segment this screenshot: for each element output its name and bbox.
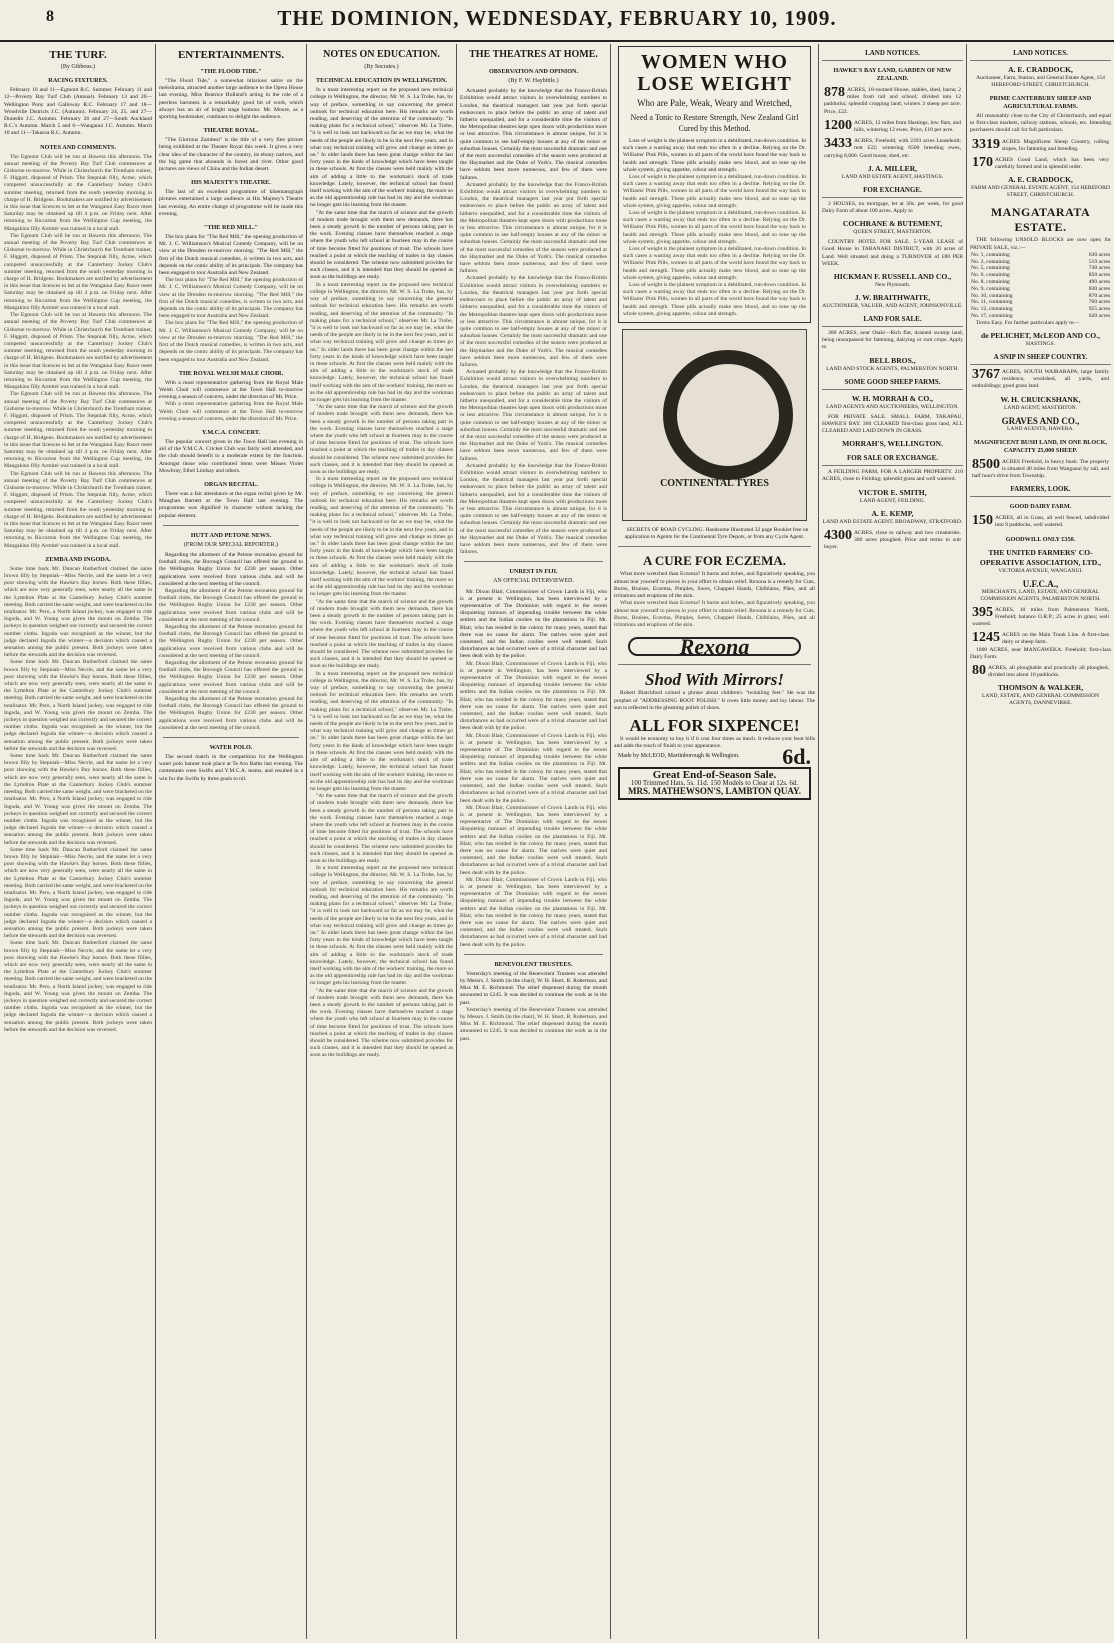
subheading: OBSERVATION AND OPINION. [488, 68, 579, 75]
acreage: 170 [972, 155, 993, 171]
table-row [970, 279, 1111, 286]
article-text: Some time back Mr. Duncan Rutherford claimed the same brown filly by Stepniak—Miss Necrie, and the name let a very poor showing with the Hawke's Bay horses. Both these fillies, which are now very generally seen, were nearly all the same in the Lyttelton Plate at the Canterbury Jockey Club's summer meeting. Both carried the same weight, and were bracketed on the totalisator. Mr. Pero, a North Island jockey, was engaged to ride Ingoda, and W. Young was given the mount on Zemba. The jockeys in question weighed out correctly and secured the correct number cloths. Ingoda was recognised as the winner, but the judge declared Ingoda the winner—a decision which caused a sensation among the public present. Both jockeys were taken before the stewards and the decision was reversed. [4, 565, 152, 659]
article-text: "At the same time that the march of science and the growth of modern trade brought with them new demands, there has been a steady growth in the number of persons taking part in the work. Evening classes have themselves reached a stage where the youth who left school at fourteen may in the course of time become fitted for positions of trust. The schools have reached a point at which the teaching of trades in day classes should be considered. The scheme now submitted provides for such classes, and it is intended that they should be opened as soon as the buildings are ready. [310, 987, 453, 1059]
acreage: 150 [972, 513, 993, 529]
table-row [970, 272, 1111, 279]
column-rule [456, 44, 457, 1639]
ad-text: COUNTRY HOTEL FOR SALE. 5-YEAR LEASE of Good House in TARANAKI DISTRICT, with 20 acres of Land. Well situated and doing a TURNOVER of £80 PER WEEK. [822, 239, 963, 267]
article-text: Some time back Mr. Duncan Rutherford claimed the same brown filly by Stepniak—Miss Necrie, and the name let a very poor showing with the Hawke's Bay horses. Both these fillies, which are now very generally seen, were nearly all the same in the Lyttelton Plate at the Canterbury Jockey Club's summer meeting. Both carried the same weight, and were bracketed on the totalisator. Mr. Pero, a North Island jockey, was engaged to ride Ingoda, and W. Young was given the mount on Zemba. The jockeys in question weighed out correctly and secured the correct number cloths. Ingoda was recognised as the winner, but the judge declared Ingoda the winner—a decision which caused a sensation among the public present. Both jockeys were taken before the stewards and the decision was reversed. [4, 940, 152, 1033]
block-acres: 830 acres [1088, 285, 1110, 292]
land-ad [972, 632, 1109, 646]
page-number: 8 [46, 8, 54, 25]
agent-name: W. H. CRUICKSHANK, [1000, 394, 1081, 404]
block-acres: 760 acres [1088, 299, 1110, 306]
divider [163, 737, 299, 738]
table-row [970, 265, 1111, 272]
tyre-ad-illustration [622, 329, 807, 521]
article-text: In a most interesting report on the proposed new technical college in Wellington, the director, Mr. W. S. La Trobe, has, by way of preface, something to say concerning the general outlook for technical education here. His remarks are worth reading, and deserving of the attention of the community. "In making plans for a technical school," observes Mr. La Trobe, "it is well to look not backward so far as we may be, what the needs of the people are likely to be in the next few years, and in what way technical training will grow and change as times go on." In older lands there has been great change within the last forty years in the kinds of knowledge which have been taught in these schools. At first the classes were held mainly with the aim of adding a little to the workman's stock of trade knowledge. Lately, however, the technical school has found itself working with the aim of the workers' training, the more so as the old apprenticeship rule has had its day and the workman no longer gets his learning from the master. [310, 476, 453, 598]
ad-title: ALL FOR SIXPENCE! [629, 715, 800, 735]
agent-name: MORRAH'S, WELLINGTON. [842, 439, 943, 449]
subheading: FARMERS, LOOK. [970, 485, 1111, 497]
ad-shop: MRS. MATHEWSON'S, LAMBTON QUAY. [627, 785, 802, 796]
article-text: Actuated probably by the knowledge that the Franco-British Exhibition would attract visitors in overwhelming numbers to London, the theatrical managers last year put forth special endeavours to place before the public an array of talent and hitherto unequalled, and for a considerable time the visitors of the Metropolitan theatres kept open doors with productions more or less attractive. This circumstance is almost unique, for it is quite common to see half-empty houses at any of the minor or suburban houses. Certainly the most successful dramatic and one of the most successful comedies of the season were produced at the Haymarket and the Duke of York's. The musical comedies have seldom been more numerous, and few of them were failures. [460, 369, 607, 462]
estate-title: MANGATARATA ESTATE. [990, 205, 1091, 235]
land-ad [824, 117, 961, 134]
article-text: Mr. Dixon Blair, Commissioner of Crown Lands in Fiji, who is at present in Wellington, has been interviewed by a representative of The Dominion with regard to the recent disquieting rumours of impending trouble between the white settlers and the Indian coolies on the plantations in Fiji. Mr. Blair, who has resided in the colony for many years, stated that there was no cause for alarm. The natives were quiet and contented, and the Indian coolies were well treated. Such disturbances as had occurred were of a trivial character and had been dealt with by the police. [460, 588, 607, 660]
table-row [970, 259, 1111, 266]
ad-text: ACRES, 12 miles from Hastings, low flats, and hills, wintering 12 ewes. Price, £10 per acre. [854, 119, 961, 134]
section-heading: LAND NOTICES. [970, 49, 1111, 61]
article-text: "At the same time that the march of science and the growth of modern trade brought with them new demands, there has been a steady growth in the number of persons taking part in the work. Evening classes have themselves reached a stage where the youth who left school at fourteen may in the course of time become fitted for positions of trust. The schools have reached a point at which the teaching of trades in day classes should be considered. The scheme now submitted provides for such classes, and it is intended that they should be opened as soon as the buildings are ready. [310, 598, 453, 670]
ad-text: ACRES, SOUTH WAIRARAPA; large family residence, woolshed, all yards, and outbuildings; good grass land. [972, 369, 1109, 390]
acreage: 4300 [824, 527, 852, 543]
acreage: 8500 [972, 456, 1000, 472]
agent-name: GRAVES AND CO., [1001, 415, 1080, 426]
land-ad [972, 157, 1109, 171]
agent-address: Auctioneer, Farm, Station, and General Estate Agent, 154 HEREFORD STREET, CHRISTCHURCH. [976, 75, 1105, 88]
article-text: Regarding the allotment of the Petone recreation ground for football clubs, the Borough Council has offered the ground to the Wellington Rugby Union for £230 per season. Other applications were received from various clubs and will be considered at the next meeting of the council. [159, 551, 303, 587]
section-heading: ENTERTAINMENTS. [177, 49, 285, 61]
agent-address: FARM AND GENERAL ESTATE AGENT, 154 HEREFORD STREET, CHRISTCHURCH. [971, 185, 1110, 199]
column-rule [966, 44, 967, 1639]
block-number: No. 6, containing [971, 272, 1010, 279]
block-acres: 630 acres [1088, 251, 1110, 258]
subheading: FOR SALE OR EXCHANGE. [822, 454, 963, 466]
block-acres: 519 acres [1088, 258, 1110, 265]
article-text: The Egmont Club will be run at Hawera this afternoon. The annual meeting of the Poverty Bay Turf Club commences at Gisborne to-morrow. While in Christchurch the Trentham trainer, F. Higgott, disposed of Prism. The Stepniak filly, Acme, which competed unsuccessfully at the Canterbury Jockey Club's summer meeting, returned from the south yesterday morning in charge of H. Bridgens. Bookmakers are notified by advertisement in this issue that licences to bet at the Wanganui Easy Racer meet Saturday may be obtained up till 4 p.m. on Friday next. After returning to Riccarton from the Wellington Cup meeting, the Mangakino filly Armitel was trained in a local stall. [4, 232, 152, 311]
byline: (By Gibbous.) [60, 64, 96, 70]
agent-name: COCHRANE & BUTEMENT, [842, 219, 943, 229]
agent-name: J. W. BRAITHWAITE, [854, 293, 931, 303]
land-ad [972, 456, 1109, 481]
article-text: Regarding the allotment of the Petone recreation ground for football clubs, the Borough Council has offered the ground to the Wellington Rugby Union for £230 per season. Other applications were received from various clubs and will be considered at the next meeting of the council. [159, 660, 303, 695]
article-text: Regarding the allotment of the Petone recreation ground for football clubs, the Borough Council has offered the ground to the Wellington Rugby Union for £230 per season. Other applications were received from various clubs and will be considered at the next meeting of the council. [159, 623, 303, 659]
ad-title: Shod With Mirrors! [645, 670, 784, 690]
article-text: Regarding the allotment of the Petone recreation ground for football clubs, the Borough Council has offered the ground to the Wellington Rugby Union for £230 per season. Other applications were received from various clubs and will be considered at the next meeting of the council. [159, 696, 303, 731]
article-text: "At the same time that the march of science and the growth of modern trade brought with them new demands, there has been a steady growth in the number of persons taking part in the work. Evening classes have themselves reached a stage where the youth who left school at fourteen may in the course of time become fitted for positions of trust. The schools have reached a point at which the teaching of trades in day classes should be considered. The scheme now submitted provides for such classes, and it is intended that they should be opened as soon as the buildings are ready. [310, 404, 453, 475]
article-text: The Egmont Club will be run at Hawera this afternoon. The annual meeting of the Poverty Bay Turf Club commences at Gisborne to-morrow. While in Christchurch the Trentham trainer, F. Higgott, disposed of Prism. The Stepniak filly, Acme, which competed unsuccessfully at the Canterbury Jockey Club's summer meeting, returned from the south yesterday morning in charge of H. Bridgens. Bookmakers are notified by advertisement in this issue that licences to bet at the Wanganui Easy Racer meet Saturday may be obtained up till 4 p.m. on Friday next. After returning to Riccarton from the Wellington Cup meeting, the Mangakino filly Armitel was trained in a local stall. [4, 391, 152, 470]
block-acres: 620 acres [1088, 313, 1110, 319]
agent-address: LAND AGENTS, HAWERA. [1007, 425, 1074, 432]
agent-name: THOMSON & WALKER, [997, 683, 1084, 693]
subheading: HIS MAJESTY'S THEATRE. [191, 179, 271, 187]
ad-text: Loss of weight is the plainest symptom in a debilitated, run-down condition. In such cases a wasting away that ends too often in a decline. Relying on the Dr. Williams' Pink Pills, women in all parts of the world have found the way back to health and strength. These pills actually make new blood, and so tone up the whole system, giving appetite, colour and strength. [623, 174, 806, 209]
land-ad [972, 665, 1109, 679]
article-text: With a most representative gathering from the Royal Male Welsh Choir will commence at the Town Hall to-morrow evening a season of concerts, under the direction of Mr. Price. [159, 379, 303, 401]
subheading: "THE FLOOD TIDE." [200, 68, 262, 75]
block-number: No. 17, containing [971, 313, 1013, 319]
subheading: A SNIP IN SHEEP COUNTRY. [970, 353, 1111, 365]
column-rule [818, 44, 819, 1639]
masthead-title: THE DOMINION, WEDNESDAY, FEBRUARY 10, 1909. [277, 6, 837, 30]
subheading: THEATRE ROYAL. [203, 127, 259, 135]
article-text: The popular concert given in the Town Hall last evening in aid of the Y.M.C.A. Cricket Club was fairly well attended, and the club should benefit to a moderate extent by the function. Amongst those who contributed items were Misses Violet Mowbray, Ethel Lindsay and others. [159, 438, 303, 474]
agent-name: W. H. MORRAH & CO., [851, 393, 934, 403]
ad-text: All reasonably close to the City of Christchurch, and equal to first-class markets, railway stations, schools, etc. Intending purchasers should call for full particulars. [970, 113, 1111, 134]
sale-ad [618, 767, 811, 800]
acreage: 3767 [972, 367, 1000, 382]
subheading: HUTT AND PETONE NEWS. [190, 531, 272, 539]
land-ad [972, 369, 1109, 391]
block-acres: 850 acres [1088, 272, 1110, 279]
article-text: The second match in the competition for the Wellington water polo banner took place at Te Aro Baths last evening. The contestants were Swifts and Y.M.C.A. teams, and resulted in a win for the Swifts by three goals to nil. [159, 754, 303, 782]
acreage: 395 [972, 604, 993, 620]
block-acres: 490 acres [1088, 279, 1110, 286]
agent-name: A. E. KEMP, [871, 508, 914, 518]
subheading: PRIME CANTERBURY SHEEP AND AGRICULTURAL FARMS. [989, 95, 1092, 110]
ad-price: 6d. [782, 744, 811, 770]
subheading: LAND FOR SALE. [822, 315, 963, 327]
acreage: 3433 [824, 136, 852, 152]
ad-text: THE following UNSOLD BLOCKS are now open for PRIVATE SALE, viz.:— [970, 237, 1111, 251]
divider [464, 561, 603, 562]
rexona-logo: Rexona [628, 637, 801, 656]
article-text: The Egmont Club will be run at Hawera this afternoon. The annual meeting of the Poverty Bay Turf Club commences at Gisborne to-morrow. While in Christchurch the Trentham trainer, F. Higgott, disposed of Prism. The Stepniak filly, Acme, which competed unsuccessfully at the Canterbury Jockey Club's summer meeting, returned from the south yesterday morning in charge of H. Bridgens. Bookmakers are notified by advertisement in this issue that licences to bet at the Wanganui Easy Racer meet Saturday may be obtained up till 4 p.m. on Friday next. After returning to Riccarton from the Wellington Cup meeting, the Mangakino filly Armitel was trained in a local stall. [4, 470, 152, 549]
agent-address: LAND, ESTATE, AND GENERAL COMMISSION AGENTS, DANNEVIRKE. [981, 693, 1100, 707]
divider [618, 664, 811, 665]
subheading: ORGAN RECITAL. [204, 480, 258, 488]
subheading: FOR EXCHANGE. [822, 186, 963, 198]
section-heading: THE THEATRES AT HOME. [469, 49, 598, 60]
article-text: Actuated probably by the knowledge that the Franco-British Exhibition would attract visitors in overwhelming numbers to London, the theatrical managers last year put forth special endeavours to place before the public an array of talent and hitherto unequalled, and for a considerable time the visitors of the Metropolitan theatres kept open doors with productions more or less attractive. This circumstance is almost unique, for it is quite common to see half-empty houses at any of the minor or suburban houses. Certainly the most successful dramatic and one of the most successful comedies of the season were produced at the Haymarket and the Duke of York's. The musical comedies have seldom been more numerous, and few of them were failures. [460, 462, 607, 556]
subheading: AN OFFICIAL INTERVIEWED. [493, 578, 574, 585]
ad-text: A FEILDING FARM, FOR A LARGER PROPERTY. 210 ACRES, close to Feilding; splendid grass and well watered. [822, 469, 963, 483]
article-text: The Egmont Club will be run at Hawera this afternoon. The annual meeting of the Poverty Bay Turf Club commences at Gisborne to-morrow. While in Christchurch the Trentham trainer, F. Higgott, disposed of Prism. The Stepniak filly, Acme, which competed unsuccessfully at the Canterbury Jockey Club's summer meeting, returned from the south yesterday morning in charge of H. Bridgens. Bookmakers are notified by advertisement in this issue that licences to bet at the Wanganui Easy Racer meet Saturday may be obtained up till 4 p.m. on Friday next. After returning to Riccarton from the Wellington Cup meeting, the Mangakino filly Armitel was trained in a local stall. [4, 312, 152, 391]
article-text: In a most interesting report on the proposed new technical college in Wellington, the director, Mr. W. S. La Trobe, has, by way of preface, something to say concerning the general outlook for technical education here. His remarks are worth reading, and deserving of the attention of the community. "In making plans for a technical school," observes Mr. La Trobe, "it is well to look not backward so far as we may be, what the needs of the people are likely to be in the next few years, and in what way technical training will grow and change as times go on." In older lands there has been great change within the last forty years in the kinds of knowledge which have been taught in these schools. At first the classes were held mainly with the aim of adding a little to the workman's stock of trade knowledge. Lately, however, the technical school has found itself working with the aim of the workers' training, the more so as the old apprenticeship rule has had its day and the workman no longer gets his learning from the master. [310, 281, 453, 403]
article-text: "At the same time that the march of science and the growth of modern trade brought with them new demands, there has been a steady growth in the number of persons taking part in the work. Evening classes have themselves reached a stage where the youth who left school at fourteen may in the course of time become fitted for positions of trust. The schools have reached a point at which the teaching of trades in day classes should be considered. The scheme now submitted provides for such classes, and it is intended that they should be opened as soon as the buildings are ready. [310, 209, 453, 281]
acreage: 3319 [972, 136, 1000, 152]
section-heading: THE TURF. [49, 49, 107, 61]
agent-name: A. E. CRADDOCK, [1008, 65, 1073, 74]
article-text: Actuated probably by the knowledge that the Franco-British Exhibition would attract visitors in overwhelming numbers to London, the theatrical managers last year put forth special endeavours to place before the public an array of talent and hitherto unequalled, and for a considerable time the visitors of the Metropolitan theatres kept open doors with productions more or less attractive. This circumstance is almost unique, for it is quite common to see half-empty houses at any of the minor or suburban houses. Certainly the most successful dramatic and one of the most successful comedies of the season were produced at the Haymarket and the Duke of York's. The musical comedies have seldom been more numerous, and few of them were failures. [460, 181, 607, 275]
article-text: The box plans for "The Red Mill," the opening production of Mr. J. C. Williamson's Musical Comedy Company, will be on view at the Dresden to-morrow morning. "The Red Mill," the first of the Dutch musical comedies, is written in two acts, and depends on the comic ability of its principals. The company has been engaged to tour Australia and New Zealand. [159, 320, 303, 363]
tyre-icon [663, 350, 793, 480]
table-row [970, 252, 1111, 259]
ad-text: 1000 ACRES, near MANGAWEKA: Freehold; first-class Dairy Farm. [970, 646, 1111, 660]
acreage: 1245 [972, 630, 1000, 646]
ad-text: Terms Easy. For further particulars apply to— [976, 319, 1080, 326]
article-text: Some time back Mr. Duncan Rutherford claimed the same brown filly by Stepniak—Miss Necrie, and the name let a very poor showing with the Hawke's Bay horses. Both these fillies, which are now very generally seen, were nearly all the same in the Lyttelton Plate at the Canterbury Jockey Club's summer meeting. Both carried the same weight, and were bracketed on the totalisator. Mr. Pero, a North Island jockey, was engaged to ride Ingoda, and W. Young was given the mount on Zemba. The jockeys in question weighed out correctly and secured the correct number cloths. Ingoda was recognised as the winner, but the judge declared Ingoda the winner—a decision which caused a sensation among the public present. Both jockeys were taken before the stewards and the decision was reversed. [4, 753, 152, 846]
ad-text: What more wretched than Eczema? It burns and itches, and figuratively speaking, you almost tear yourself to pieces in your effort to obtain relief. Rexona is a remedy for Cuts, Burns, Bruises, Eczema, Pimples, Sores, Chapped Hands, Chilblains, Piles, and all irritations and eruptions of the skin. [614, 600, 815, 628]
masthead [0, 0, 1114, 42]
section-heading: LAND NOTICES. [822, 49, 963, 61]
block-number: No. 12, containing [971, 306, 1013, 313]
article-text: The Egmont Club will be run at Hawera this afternoon. The annual meeting of the Poverty Bay Turf Club commences at Gisborne to-morrow. While in Christchurch the Trentham trainer, F. Higgott, disposed of Prism. The Stepniak filly, Acme, which competed unsuccessfully at the Canterbury Jockey Club's summer meeting, returned from the south yesterday morning in charge of H. Bridgens. Bookmakers are notified by advertisement in this issue that licences to bet at the Wanganui Easy Racer meet Saturday may be obtained up till 4 p.m. on Friday next. After returning to Riccarton from the Wellington Cup meeting, the Mangakino filly Armitel was trained in a local stall. [4, 153, 152, 232]
column-rule [306, 44, 307, 1639]
article-text: Yesterday's meeting of the Benevolent Trustees was attended by Messrs. J. Smith (in the chair), W. H. Short, R. Robertson, and Miss M. E. Richmond. The relief dispensed during the month amounted to £245. It was decided to continue the work as in the past. [460, 1006, 607, 1042]
ad-text: ACRES Magnificent Sheep Country, rolling slopes, for fattening and breeding. [1002, 138, 1109, 152]
ad-text: ACRES Freehold, in heavy bush. The property is situated 40 miles from Wanganui by rail, and half hour's drive from Township. [972, 458, 1109, 480]
ad-text: ACRES on the Main Trunk Line. A first-class dairy or sheep farm. [1002, 632, 1109, 646]
byline: (FROM OUR SPECIAL REPORTER.) [183, 541, 279, 548]
ad-title: CONTINENTAL TYRES [660, 478, 769, 490]
block-acres: 870 acres [1088, 292, 1110, 299]
ad-text: ACRES, Freehold, with 2393 acres Leasehold; rent £22; wintering 6500 breeding ewes, carrying 8,000. Good house, shed, etc. [824, 138, 961, 159]
agent-name: VICTOR E. SMITH, [858, 487, 927, 497]
divider [163, 525, 299, 526]
agent-name: HICKMAN F. RUSSELL AND CO., [833, 272, 952, 282]
ad-title: Great End-of-Season Sale. [652, 768, 777, 781]
article-text: February 10 and 11—Egmont R.C. Summer. February 11 and 12—Poverty Bay Turf Club (Annual). February 13 and 20—Wellington Pony and Galloway R.C. February 17 and 18—Woodville Districts J.C. (Autumn). February 24, 25, and 27—Dunedin J.C. Autumn. February 26 and 27—South Auckland R.C.'s Autumn. March 5 and 6—Wanganui J.C. Autumn. March 10 and 11—Takaroa R.C. Autumn. [4, 87, 152, 137]
article-text: Regarding the allotment of the Petone recreation ground for football clubs, the Borough Council has offered the ground to the Wellington Rugby Union for £230 per season. Other applications were received from various clubs and will be considered at the next meeting of the council. [159, 587, 303, 623]
agent-name: BELL BROS., [869, 355, 916, 365]
table-row [970, 286, 1111, 293]
agent-address: LAND AGENT, MASTERTON. [1003, 404, 1078, 411]
agent-address: MERCHANTS, LAND, ESTATE, AND GENERAL COMMISSION AGENTS, PALMERSTON NORTH. [980, 588, 1101, 602]
agent-address: LAND AND ESTATE AGENT, BROADWAY, STRATFORD. [822, 518, 963, 525]
article-text: In a most interesting report on the proposed new technical college in Wellington, the director, Mr. W. S. La Trobe, has, by way of preface, something to say concerning the general outlook for technical education here. His remarks are worth reading, and deserving of the attention of the community. "In making plans for a technical school," observes Mr. La Trobe, "it is well to look not backward so far as we may be, what the needs of the people are likely to be in the next few years, and in what way technical training will grow and change as times go on." In older lands there has been great change within the last forty years in the kinds of knowledge which have been taught in these schools. At first the classes were held mainly with the aim of adding a little to the workman's stock of trade knowledge. Lately, however, the technical school has found itself working with the aim of the workers' training, the more so as the old apprenticeship rule has had its day and the workman no longer gets his learning from the master. [310, 865, 453, 987]
agent-name: THE UNITED FARMERS' CO-OPERATIVE ASSOCIATION, LTD., [979, 547, 1102, 567]
article-text: Actuated probably by the knowledge that the Franco-British Exhibition would attract visitors in overwhelming numbers to London, the theatrical managers last year put forth special endeavours to place before the public an array of talent and hitherto unequalled, and for a considerable time the visitors of the Metropolitan theatres kept open doors with productions more or less attractive. This circumstance is almost unique, for it is quite common to see half-empty houses at any of the minor or suburban houses. Certainly the most successful dramatic and one of the most successful comedies of the season were produced at the Haymarket and the Duke of York's. The musical comedies have seldom been more numerous, and few of them were failures. [460, 275, 607, 368]
subheading: Y.M.C.A. CONCERT. [201, 428, 261, 436]
land-ad [972, 136, 1109, 153]
article-text: There was a fair attendance at the organ recital given by Mr. Maughan Barnett at the Town Hall last evening. The programme was dignified in character without lacking the popular element. [159, 490, 303, 519]
block-number: No. 8, containing [971, 279, 1010, 286]
article-text: Yesterday's meeting of the Benevolent Trustees was attended by Messrs. J. Smith (in the chair), W. H. Short, R. Robertson, and Miss M. E. Richmond. The relief dispensed during the month amounted to £245. It was decided to continue the work as in the past. [460, 970, 607, 1006]
ad-text: ACRES, close to railway and two creameries. 300 acres ploughed. Price and terms to suit buyer. [824, 529, 961, 551]
ad-title: WOMEN WHO LOSE WEIGHT [637, 51, 792, 95]
article-text: Actuated probably by the knowledge that the Franco-British Exhibition would attract visitors in overwhelming numbers to London, the theatrical managers last year put forth special endeavours to place before the public an array of talent and hitherto unequalled, and for a considerable time the visitors of the Metropolitan theatres kept open doors with productions more or less attractive. This circumstance is almost unique, for it is quite common to see half-empty houses at any of the minor or suburban houses. Certainly the most successful dramatic and one of the most successful comedies of the season were produced at the Haymarket and the Duke of York's. The musical comedies have seldom been more numerous, and few of them were failures. [460, 88, 607, 181]
section-heading: NOTES ON EDUCATION. [323, 49, 440, 60]
acreage: 80 [972, 663, 986, 679]
block-number: No. 1, containing [971, 251, 1010, 258]
agent-address: LAND AGENTS AND AUCTIONEERS, WELLINGTON. [826, 403, 959, 410]
agent-name: de PELICHET, McLEOD AND CO., [980, 331, 1101, 340]
table-row [970, 306, 1111, 313]
subheading: NOTES AND COMMENTS. [40, 143, 116, 151]
article-text: With a most representative gathering from the Royal Male Welsh Choir will commence at the Town Hall to-morrow evening a season of concerts, under the direction of Mr. Price. [159, 401, 303, 422]
ad-text: Loss of weight is the plainest symptom in a debilitated, run-down condition. In such cases a wasting away that ends too often in a decline. Relying on the Dr. Williams' Pink Pills, women in all parts of the world have found the way back to health and strength. These pills actually make new blood, and so tone up the whole system, giving appetite, colour and strength. [623, 246, 806, 281]
subheading: RACING FIXTURES. [48, 77, 108, 85]
blocks-table [970, 252, 1111, 320]
ad-text: Robert Blatchford coined a phrase about children's "twinkling feet." He was the prophet of "ADDRESSING BOOT POLISH." It owes little money and loy labour. The sun is reflected in the gleaming polish of shoes. [614, 690, 815, 711]
agent-address: VICTORIA AVENUE, WANGANUI. [998, 567, 1083, 574]
ad-text: 100 Trimmed Hats, 5s. 11d. 150 Models to Clear at 12s. 6d. [630, 778, 799, 787]
ad-text: ACRES, all ploughable and practically all ploughed, divided into about 10 paddocks. [988, 665, 1109, 679]
column-entertainments [159, 44, 303, 1639]
ad-text: ACRES, 10 miles from Palmerston North, Freehold; balance O.R.P.; 25 acres in grass; well watered. [972, 606, 1109, 628]
ad-text: ACRES, all in Grass, all well fenced, subdivided into 9 paddocks, well watered. [995, 515, 1109, 529]
block-number: No. 11, containing [971, 299, 1013, 306]
ad-text: 2 HOUSES, no mortgage, let at 30s. per week, for good Dairy Farm of about 100 acres. Apply to [822, 200, 963, 215]
land-ad [824, 138, 961, 160]
ad-footer [618, 744, 811, 770]
women-ad [618, 46, 811, 323]
block-number: No. 9, containing [971, 285, 1010, 292]
agent-address: QUEEN STREET, MASTERTON. [853, 229, 932, 236]
land-ad [972, 515, 1109, 529]
ad-text: Loss of weight is the plainest symptom in a debilitated, run-down condition. In such cases a wasting away that ends too often in a decline. Relying on the Dr. Williams' Pink Pills, women in all parts of the world have found the way back to health and strength. These pills actually make new blood, and so tone up the whole system, giving appetite, colour and strength. [623, 138, 806, 173]
ad-subtitle: Who are Pale, Weak, Weary and Wretched, [637, 98, 792, 108]
divider [464, 954, 603, 955]
agent-address: LAND AGENT, FEILDING. [859, 497, 926, 504]
column-rule [610, 44, 611, 1639]
article-text: "The Glorious Zambesi" is the title of a very fine picture being exhibited at the Theatre Royal this week. It gives a very clear idea of the character of the country, its ebony natives, and the big game that abounds in forest and river. Other good pictures are views of China and the Indian desert. [159, 137, 303, 173]
column-land-notices [822, 44, 963, 1639]
subheading: HAWKE'S BAY LAND, GARDEN OF NEW ZEALAND. [833, 67, 952, 82]
table-row [970, 299, 1111, 306]
ad-text: 300 ACRES, near Otaki—Rich flat, drained swamp land, being unsurpassed for fattening, dairying or root crops. Apply to [822, 330, 963, 351]
agent-name: J. A. MILLER, [867, 163, 918, 173]
article-text: The last of an excellent programme of kinematograph pictures entertained a large audience at His Majesty's Theatre last evening. An entire change of programme will be made this evening. [159, 189, 303, 217]
acreage: 1200 [824, 117, 852, 133]
agent-address: LAND AND ESTATE AGENT, HASTINGS. [841, 173, 944, 180]
subheading: SOME GOOD SHEEP FARMS. [822, 378, 963, 390]
ad-text: SECRETS OF ROAD CYCLING. Handsome Illustrated 32 page Booklet free on application to Agents for the Continental Tyre Depots, or from any Cycle Agent. [624, 527, 809, 541]
land-ad [824, 527, 961, 552]
column-rule [155, 44, 156, 1639]
column-turf [4, 44, 152, 1639]
ad-text: FOR PRIVATE SALE. SMALL FARM, TAKAPAU, HAWKE'S BAY. 360 CLEARED first-class grass land, ALL CLEARED AND LAID DOWN IN GRASS. [822, 413, 963, 435]
subheading: MAGNIFICENT BUSH LAND, IN ONE BLOCK, CAPACITY 25,000 SHEEP. [973, 438, 1108, 454]
land-ad [824, 87, 961, 116]
table-row [970, 313, 1111, 320]
column-land-notices-2 [970, 44, 1111, 1639]
subheading: ZEMBA AND INGODA. [45, 555, 111, 563]
agent-address: LAND AND STOCK AGENTS, PALMERSTON NORTH. [826, 365, 959, 372]
byline: (By Socrates.) [364, 64, 399, 70]
agent-address: New Plymouth. [874, 282, 911, 289]
article-text: The box plans for "The Red Mill," the opening production of Mr. J. C. Williamson's Musical Comedy Company, will be on view at the Dresden to-morrow morning. "The Red Mill," the first of the Dutch musical comedies, is written in two acts, and depends on the comic ability of its principals. The company has been engaged to tour Australia and New Zealand. [159, 277, 303, 320]
article-text: Mr. Dixon Blair, Commissioner of Crown Lands in Fiji, who is at present in Wellington, has been interviewed by a representative of The Dominion with regard to the recent disquieting rumours of impending trouble between the white settlers and the Indian coolies on the plantations in Fiji. Mr. Blair, who has resided in the colony for many years, stated that there was no cause for alarm. The natives were quiet and contented, and the Indian coolies were well treated. Such disturbances as had occurred were of a trivial character and had been dealt with by the police. [460, 804, 607, 876]
ad-text: ACRES, 10-roomed House, stables, shed, barns; 2 miles from rail and school; divided into 12 paddocks; splendid cropping land; winters 3 sheep per acre. Price, £22. [824, 87, 961, 115]
article-text: Mr. Dixon Blair, Commissioner of Crown Lands in Fiji, who is at present in Wellington, has been interviewed by a representative of The Dominion with regard to the recent disquieting rumours of impending trouble between the white settlers and the Indian coolies on the plantations in Fiji. Mr. Blair, who has resided in the colony for many years, stated that there was no cause for alarm. The natives were quiet and contented, and the Indian coolies were well treated. Such disturbances as had occurred were of a trivial character and had been dealt with by the police. [460, 876, 607, 948]
article-text: In a most interesting report on the proposed new technical college in Wellington, the director, Mr. W. S. La Trobe, has, by way of preface, something to say concerning the general outlook for technical education here. His remarks are worth reading, and deserving of the attention of the community. "In making plans for a technical school," observes Mr. La Trobe, "it is well to look not backward so far as we may be, what the needs of the people are likely to be in the next few years, and in what way technical training will grow and change as times go on." In older lands there has been great change within the last forty years in the kinds of knowledge which have been taught in these schools. At first the classes were held mainly with the aim of adding a little to the workman's stock of trade knowledge. Lately, however, the technical school has found itself working with the aim of the workers' training, the more so as the old apprenticeship rule has had its day and the workman no longer gets his learning from the master. [310, 670, 453, 792]
article-text: In a most interesting report on the proposed new technical college in Wellington, the director, Mr. W. S. La Trobe, has, by way of preface, something to say concerning the general outlook for technical education here. His remarks are worth reading, and deserving of the attention of the community. "In making plans for a technical school," observes Mr. La Trobe, "it is well to look not backward so far as we may be, what the needs of the people are likely to be in the next few years, and in what way technical training will grow and change as times go on." In older lands there has been great change within the last forty years in the kinds of knowledge which have been taught in these schools. At first the classes were held mainly with the aim of adding a little to the workman's stock of trade knowledge. Lately, however, the technical school has found itself working with the aim of the workers' training, the more so as the old apprenticeship rule has had its day and the workman no longer gets his learning from the master. [310, 87, 453, 209]
article-text: Mr. Dixon Blair, Commissioner of Crown Lands in Fiji, who is at present in Wellington, has been interviewed by a representative of The Dominion with regard to the recent disquieting rumours of impending trouble between the white settlers and the Indian coolies on the plantations in Fiji. Mr. Blair, who has resided in the colony for many years, stated that there was no cause for alarm. The natives were quiet and contented, and the Indian coolies were well treated. Such disturbances as had occurred were of a trivial character and had been dealt with by the police. [460, 660, 607, 732]
ad-text: Loss of weight is the plainest symptom in a debilitated, run-down condition. In such cases a wasting away that ends too often in a decline. Relying on the Dr. Williams' Pink Pills, women in all parts of the world have found the way back to health and strength. These pills actually make new blood, and so tone up the whole system, giving appetite, colour and strength. [623, 282, 806, 317]
byline: (By F. W. Haybittle.) [508, 78, 559, 84]
column-advertisements [614, 44, 815, 1639]
ad-text: Loss of weight is the plainest symptom in a debilitated, run-down condition. In such cases a wasting away that ends too often in a decline. Relying on the Dr. Williams' Pink Pills, women in all parts of the world have found the way back to health and strength. These pills actually make new blood, and so tone up the whole system, giving appetite, colour and strength. [623, 210, 806, 245]
land-ad [972, 604, 1109, 629]
block-acres: 740 acres [1088, 265, 1110, 272]
divider [618, 546, 811, 547]
ad-maker: Made by McLEOD, Martinborough & Wellington. [618, 753, 740, 760]
article-text: Some time back Mr. Duncan Rutherford claimed the same brown filly by Stepniak—Miss Necrie, and the name let a very poor showing with the Hawke's Bay horses. Both these fillies, which are now very generally seen, were nearly all the same in the Lyttelton Plate at the Canterbury Jockey Club's summer meeting. Both carried the same weight, and were bracketed on the totalisator. Mr. Pero, a North Island jockey, was engaged to ride Ingoda, and W. Young was given the mount on Zemba. The jockeys in question weighed out correctly and secured the correct number cloths. Ingoda was recognised as the winner, but the judge declared Ingoda the winner—a decision which caused a sensation among the public present. Both jockeys were taken before the stewards and the decision was reversed. [4, 659, 152, 752]
agent-address: AUCTIONEER, VALUER, AND AGENT, JOHNSONVILLE. [822, 303, 963, 310]
ad-subtitle: Need a Tonic to Restore Strength, New Zealand Girl Cured by this Method. [630, 113, 799, 133]
subheading: GOODWILL ONLY £350. [1005, 535, 1076, 543]
article-text: Some time back Mr. Duncan Rutherford claimed the same brown filly by Stepniak—Miss Necrie, and the name let a very poor showing with the Hawke's Bay horses. Both these fillies, which are now very generally seen, were nearly all the same in the Lyttelton Plate at the Canterbury Jockey Club's summer meeting. Both carried the same weight, and were bracketed on the totalisator. Mr. Pero, a North Island jockey, was engaged to ride Ingoda, and W. Young was given the mount on Zemba. The jockeys in question weighed out correctly and secured the correct number cloths. Ingoda was recognised as the winner, but the judge declared Ingoda the winner—a decision which caused a sensation among the public present. Both jockeys were taken before the stewards and the decision was reversed. [4, 846, 152, 940]
agent-name: U.F.C.A., [1022, 578, 1059, 589]
subheading: TECHNICAL EDUCATION IN WELLINGTON. [316, 77, 447, 85]
column-education [310, 44, 453, 1639]
article-text: Mr. Dixon Blair, Commissioner of Crown Lands in Fiji, who is at present in Wellington, has been interviewed by a representative of The Dominion with regard to the recent disquieting rumours of impending trouble between the white settlers and the Indian coolies on the plantations in Fiji. Mr. Blair, who has resided in the colony for many years, stated that there was no cause for alarm. The natives were quiet and contented, and the Indian coolies were well treated. Such disturbances as had occurred were of a trivial character and had been dealt with by the police. [460, 732, 607, 804]
subheading: BENEVOLENT TRUSTEES. [494, 960, 573, 968]
agent-name: A. E. CRADDOCK, [1008, 175, 1073, 185]
acreage: 878 [824, 85, 845, 100]
subheading: UNREST IN FIJI. [509, 568, 558, 576]
block-acres: 955 acres [1088, 306, 1110, 313]
ad-text: It would be economy to buy it if it cost four times as much. It reduces your boot bills and adds the touch of finish to your appearance. [614, 735, 815, 750]
subheading: WATER POLO. [209, 744, 253, 752]
agent-address: HASTINGS. [1025, 341, 1056, 347]
subheading: THE ROYAL WELSH MALE CHOIR. [178, 369, 284, 377]
ad-text: ACRES Good Land, which has been very carefully farmed and in splendid order. [995, 157, 1109, 171]
ad-text: What more wretched than Eczema? It burns and itches, and figuratively speaking, you almost tear yourself to pieces in your effort to obtain relief. Rexona is a remedy for Cuts, Burns, Bruises, Eczema, Pimples, Sores, Chapped Hands, Chilblains, Piles, and all irritations and eruptions of the skin. [614, 571, 815, 600]
block-number: No. 5, containing [971, 265, 1010, 272]
article-text: "At the same time that the march of science and the growth of modern trade brought with them new demands, there has been a steady growth in the number of persons taking part in the work. Evening classes have themselves reached a stage where the youth who left school at fourteen may in the course of time become fitted for positions of trust. The schools have reached a point at which the teaching of trades in day classes should be considered. The scheme now submitted provides for such classes, and it is intended that they should be opened as soon as the buildings are ready. [310, 793, 453, 864]
ad-title: A CURE FOR ECZEMA. [642, 553, 786, 569]
article-text: "The Flood Tide," a somewhat hilarious satire on the melodrama, attracted another large audience to the Opera House last evening. Miss Beatrice Holland's acting in the role of a peerless baroness is a remarkably good bit of work, which always has an air of bright stage humour. Mr. Moore, as a sporting bookmaker, continues to delight the audience. [159, 78, 303, 121]
article-text: The box plans for "The Red Mill," the opening production of Mr. J. C. Williamson's Musical Comedy Company, will be on view at the Dresden to-morrow morning. "The Red Mill," the first of the Dutch musical comedies, is written in two acts, and depends on the comic ability of its principals. The company has been engaged to tour Australia and New Zealand. [159, 234, 303, 277]
column-theatres [460, 44, 607, 1639]
subheading: GOOD DAIRY FARM. [1009, 503, 1072, 511]
block-number: No. 10, containing [971, 292, 1013, 299]
block-number: No. 2, containing [971, 258, 1010, 265]
subheading: "THE RED MILL." [203, 224, 259, 232]
table-row [970, 293, 1111, 300]
